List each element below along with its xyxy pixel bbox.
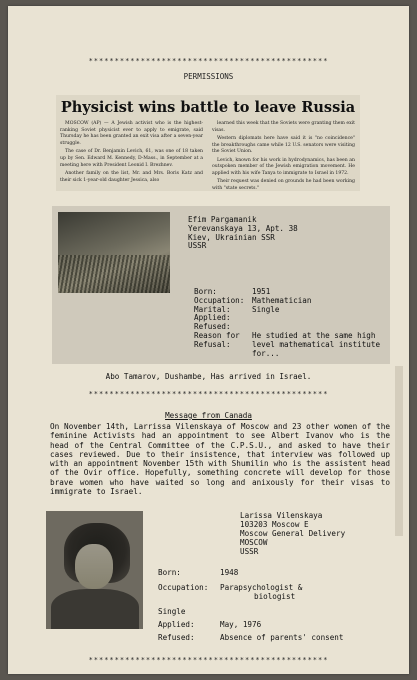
- profile2-occupation-2: biologist: [254, 592, 296, 601]
- clipping-paragraph: Levich, known for his work in hydrodynamics, has been an outspoken member of the Jewish emigration movement. He applied with his wife Tanya to immigrate to Israel in 1972.: [212, 157, 355, 176]
- clipping-headline: Physicist wins battle to leave Russia: [60, 99, 356, 116]
- clipping-paragraph: Their request was denied on grounds he had been working with "state secrets.": [212, 179, 355, 191]
- profile2-address: Larissa Vilenskaya 103203 Moscow E Moscow General Delivery MOSCOW USSR: [240, 511, 346, 556]
- profile2-refused: Absence of parents' consent: [220, 633, 344, 642]
- star-divider-middle: **********************************************: [88, 390, 329, 398]
- profile2-occupation: Parapsychologist &: [220, 583, 303, 592]
- arrival-note: Abo Tamarov, Dushambe, Has arrived in Israel.: [105, 372, 312, 381]
- star-divider-top: **********************************************: [88, 57, 329, 65]
- profile2-born-label: Born:: [158, 568, 181, 577]
- section-title: PERMISSIONS: [183, 72, 234, 81]
- newspaper-clipping: [56, 95, 360, 191]
- profile-card-pargamanik: [52, 206, 390, 364]
- profile2-applied-label: Applied:: [158, 620, 195, 629]
- profile2-born: 1948: [220, 568, 239, 577]
- profile2-refused-label: Refused:: [158, 633, 195, 642]
- message-title: Message from Canada: [165, 411, 252, 420]
- clipping-paragraph: Western diplomats here have said it is "no coincidence" the breakthroughs came while 12 U.S. senators were visiting the Soviet Union.: [212, 135, 355, 155]
- clipping-paragraph: The case of Dr. Benjamin Levich, 61, was one of 18 taken up by Sen. Edward M. Kennedy, D-Mass., in September at a meeting here with President Leonid I. Brezhnev.: [60, 149, 203, 168]
- profile2-applied: May, 1976: [220, 620, 262, 629]
- profile-photo-vilenskaya: [46, 511, 143, 629]
- clipping-left-column: [60, 121, 203, 186]
- star-divider-bottom: **********************************************: [88, 656, 329, 664]
- clipping-right-column: [212, 121, 355, 194]
- profile2-marital: Single: [158, 607, 186, 616]
- message-body: On November 14th, Larrissa Vilenskaya of Moscow and 23 other women of the feminine Activists had an appointment to see Albert Ivanov who is the head of the Central Committee of the C.P.S.U., and asked to have their cases reviewed. Due to their insistence, that interview was followed up with an appointment November 15th with Shumilin who is the assistent head of the Ovir office. Hopefully, something concrete will develop for those brave women who have waited so long and anixously for their visas to immigrate to Israel.: [50, 422, 390, 497]
- profile-photo: [58, 212, 170, 293]
- profile-refusal-reason: He studied at the same high level mathematical institute for...: [252, 331, 381, 358]
- clipping-paragraph: learned this week that the Soviets were granting them exit visas.: [212, 121, 355, 133]
- document-page: [8, 6, 409, 674]
- clipping-paragraph: Another family on the list, Mr. and Mrs. Boris Katz and their sick 1-year-old daughter Jessica, also: [60, 170, 203, 183]
- clipping-paragraph: MOSCOW (AP) — A Jewish activist who is the highest-ranking Soviet physicist ever to apply to emigrate, said Thursday he has been granted an exit visa after a seven-year struggle.: [60, 121, 203, 147]
- profile2-occupation-label: Occupation:: [158, 583, 209, 592]
- profile-labels: Born: Occupation: Marital: Applied: Refused: Reason for Refusal:: [194, 287, 245, 349]
- scan-shadow: [395, 366, 403, 536]
- profile-values: 1951 Mathematician Single: [252, 287, 312, 314]
- profile-address: Efim Pargamanik Yerevanskaya 13, Apt. 38 Kiev, Ukrainian SSR USSR: [188, 215, 298, 251]
